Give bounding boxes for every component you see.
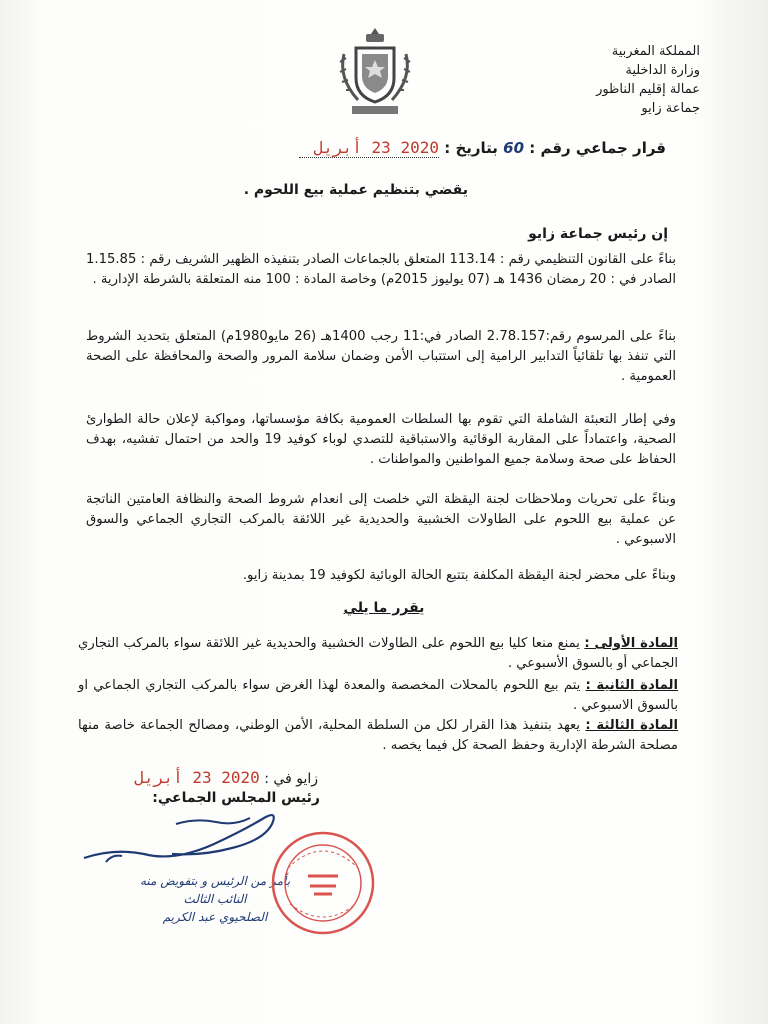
article-1 bbox=[78, 634, 678, 674]
paragraph-decree: بناءً على المرسوم رقم:2.78.157 الصادر في:11 رجب 1400هـ (26 مايو1980م) المتعلق بتحديد الشروط التي تنفذ بها تلقائياً التدابير الرامية إلى استتباب الأمن وضمان سلامة المرور والصحة والمحافظة على الصحة العمومية . bbox=[86, 329, 676, 384]
article-3-text: يعهد بتنفيذ هذا القرار لكل من السلطة المحلية، الأمن الوطني، ومصالح الجماعة خاصة منها مصلحة الشرطة الإدارية وحفظ الصحة كل فيما يخصه . bbox=[78, 718, 678, 753]
delegation-line2: النائب الثالث bbox=[183, 892, 247, 906]
article-2-text: يتم بيع اللحوم بالمحلات المخصصة والمعدة لهذا الغرض سواء بالمركب التجاري الجماعي او بالسوق الاسبوعي . bbox=[78, 678, 678, 713]
article-2-title: المادة الثانية : bbox=[585, 678, 678, 693]
header-commune: جماعة زايو bbox=[641, 101, 700, 116]
decision-line bbox=[66, 138, 666, 158]
paragraph-law: بناءً على القانون التنظيمي رقم : 113.14 المتعلق بالجماعات الصادر بتنفيذه الظهير الشريف رقم : 1.15.85 الصادر في : 20 رمضان 1436 هـ (07 يوليوز 2015م) وخاصة المادة : 100 منه المتعلقة بالشرطة الإدارية . bbox=[86, 252, 676, 287]
header-kingdom: المملكة المغربية bbox=[611, 44, 700, 59]
closing-date: 2020 23 أبريل bbox=[134, 768, 260, 787]
official-stamp-icon bbox=[268, 828, 378, 938]
article-1-text: يمنع منعا كليا بيع اللحوم على الطاولات الخشبية والحديدية غير اللائقة سواء بالمركب التجاري الجماعي أو بالسوق الأسبوعي . bbox=[78, 636, 678, 671]
closing-date-line bbox=[135, 768, 318, 787]
decision-number: 60 bbox=[503, 139, 525, 157]
delegation-name: الصلحيوي عبد الكريم bbox=[162, 910, 268, 924]
paragraph-mobilization: وفي إطار التعبئة الشاملة التي تقوم بها السلطات العمومية بكافة مؤسساتها، ومواكبة لإعلان حالة الطوارئ الصحية، واعتماداً على المقاربة الوقائية والاستباقية للتصدي لوباء كوفيد 19 والحد من احتمال تفشيه، بهدف الحفاظ على صحة وسلامة جميع المواطنين والمواطنات . bbox=[86, 412, 676, 467]
header-province: عمالة إقليم الناظور bbox=[596, 82, 700, 97]
paragraph-minutes: وبناءً على محضر لجنة اليقظة المكلفة بتتبع الحالة الوبائية لكوفيد 19 بمدينة زايو. bbox=[242, 568, 676, 583]
decides-heading: يقرر ما يلي bbox=[343, 600, 425, 616]
article-3-title: المادة الثالثة : bbox=[585, 718, 679, 733]
decision-label: قرار جماعي رقم : bbox=[529, 139, 666, 157]
paragraph-investigation: وبناءً على تحريات وملاحظات لجنة اليقظة التي خلصت إلى انعدام شروط الصحة والنظافة العامتين الناتجة عن عملية بيع اللحوم على الطاولات الخشبية والحديدية غير اللائقة بالمركب التجاري الجماعي والسوق الاسبوعي . bbox=[86, 492, 676, 547]
article-1-title: المادة الأولى : bbox=[584, 636, 678, 651]
decision-date: 2020 23 أبريل bbox=[299, 138, 439, 158]
article-3 bbox=[78, 716, 678, 756]
decision-date-label: بتاريخ : bbox=[444, 139, 498, 157]
president-line: إن رئيس جماعة زايو bbox=[528, 226, 668, 242]
delegation-line1: بأمر من الرئيس و بتفويض منه bbox=[139, 874, 291, 888]
header-ministry: وزارة الداخلية bbox=[625, 63, 700, 78]
council-title: رئيس المجلس الجماعي: bbox=[152, 790, 320, 806]
header-block bbox=[500, 42, 700, 118]
article-2 bbox=[78, 676, 678, 716]
subject-line: يقضي بتنظيم عملية بيع اللحوم . bbox=[243, 182, 468, 198]
closing-place-label: زايو في : bbox=[264, 771, 318, 787]
royal-emblem-icon bbox=[330, 24, 420, 124]
